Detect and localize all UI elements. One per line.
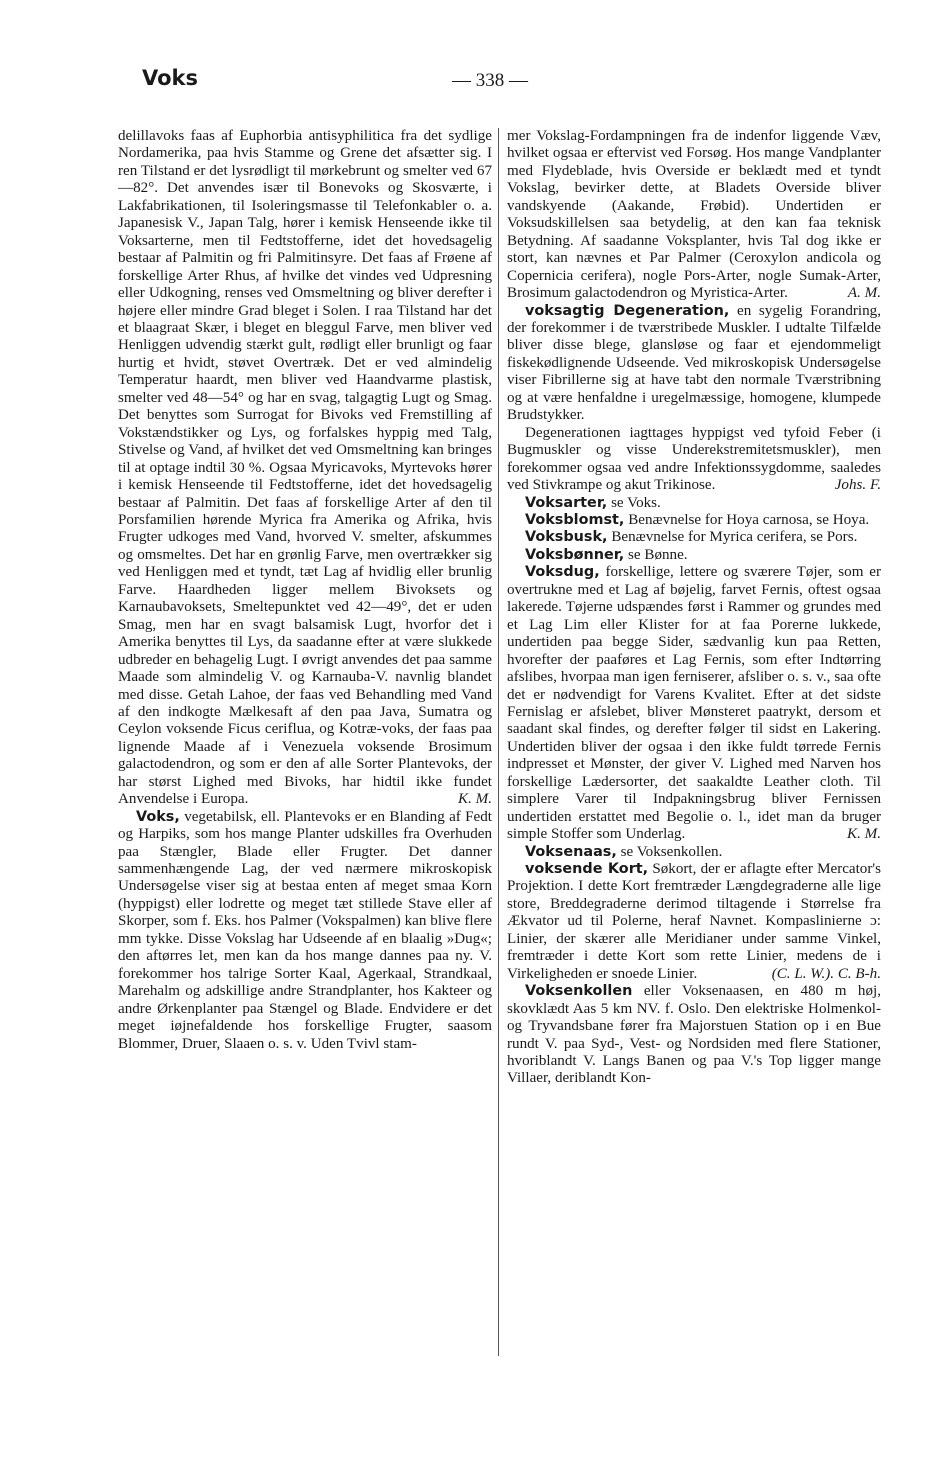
paragraph-delillavoks: delillavoks faas af Euphorbia antisyphilitica fra det sydlige Nordamerika, paa hvis Stamme og Grene det afsætter sig. I ren Tilstand er det lysrødligt til mørkebrunt og smelter ved 67—82°. Det anvendes især til Bonevoks og Skosværte, i Lakfabrikationen, til Isoleringsmasse til Telefonkabler o. a. Japanesisk V., Japan Talg, hører i kemisk Henseende ikke til Voksarterne, men til Fedtstofferne, idet det hovedsagelig bestaar af Palmitin og fri Palmitinsyre. Det faas af Frøene af forskellige Arter Rhus, af hvilke det vindes ved Udpresning eller Udkogning, renses ved Omsmeltning og bliver derefter i højere eller mindre Grad bleget i Solen. I raa Tilstand har det et blaagraat Skær, i bleget en bleggul Farve, men bliver ved Henliggen udvendig stærkt gult, rødligt eller brunligt og faar hurtig et hvidt, støvet Overtræk. Det er ved almindelig Temperatur haardt, men bliver ved Haandvarme plastisk, smelter ved 48—54° og har en svag, talgagtig Lugt og Smag. Det benyttes som Surrogat for Bivoks ved Fremstilling af Vokstændstikker og Lys, og forfalskes hyppig med Talg, Stivelse og Vand, af hvilket det ved Omsmeltning kan bringes til at optage indtil 30 %. Ogsaa Myricavoks, Myrtevoks hører i kemisk Henseende til Fedtstofferne, idet det hovedsagelig bestaar af Palmitin. Det faas af forskellige Arter af den til Porsfamilien hørende Myrica fra Amerika og Afrika, hvis Frugter udkoges med Vand, hvorved V. smelter, afskummes og omsmeltes. Det har en grønlig Farve, men overtrækker sig ved Henliggen med et tyndt, tæt Lag af hvidlig eller brunlig Farve. Haardheden ligger mellem Bivoksets og Karnaubavoksets, Smeltepunktet ved 42—49°, det er uden Smag, men har en svagt balsamisk Lugt, hvorfor det i Amerika benyttes til Lys, da saadanne efter at være slukkede udbreder en behagelig Lugt. I øvrigt anvendes det paa samme Maade som almindelig V. og Karnauba-V. navnlig blandet med disse. Getah Lahoe, der faas ved Behandling med Vand af den indkogte Mælkesaft af den paa Java, Sumatra og Ceylon voksende Ficus ceriflua, og Kotræ-voks, der faas paa lignende Maade af i Venezuela voksende Brosimum galactodendron, og som er den af alle Sorter Plantevoks, der har størst Lighed med Bivoks, har hidtil ikke fundet Anvendelse i Europa. K. M. [118,128,492,808]
entry-voksende-kort: voksende Kort, Søkort, der er aflagte efter Mercator's Projektion. I dette Kort fremtræder Længdegraderne alle lige store, Breddegraderne derimod tiltagende i Størrelse fra Ækvator ud til Polerne, heraf Navnet. Kompaslinierne ɔ: Linier, der skærer alle Meridianer under samme Vinkel, fremtræder i dette Kort som rette Linier, medens de i Virkeligheden er snoede Linier. (C. L. W.). C. B-h. [507,861,881,982]
headword: Voks, [136,808,180,825]
entry-voksbonner: Voksbønner, se Bønne. [525,546,688,563]
entry-voksagtig-degeneration: voksagtig Degeneration, en sygelig Forandring, der forekommer i de tværstribede Muskler. I udtalte Tilfælde bliver disse blege, glansløse og faar et ejendommeligt fiskekødlignende Udseende. Ved mikroskopisk Undersøgelse viser Fibrillerne sig at have tabt den normale Tværstribning og at være henfaldne i uregelmæssige, homogene, klumpede Brudstykker. [507,302,881,424]
author-signature: (C. L. W.). C. B-h. [771,965,881,982]
paragraph-degeneration-2: Degenerationen iagttages hyppigst ved tyfoid Feber (i Bugmuskler og visse Underekstremitetsmuskler), men forekommer ogsaa ved andre Infektionssygdomme, saaledes ved Stivkrampe og akut Trikinose. Johs. F. [507,424,881,494]
author-signature: K. M. [847,826,881,843]
headword: voksagtig Degeneration, [525,302,730,319]
column-divider [498,128,499,1356]
headword: Voksenaas, [525,843,617,860]
headword: Voksblomst, [525,511,625,528]
left-column [118,128,492,1053]
entry-voksbusk: Voksbusk, Benævnelse for Myrica cerifera, se Pors. [525,529,858,546]
headword: voksende Kort, [525,861,649,878]
page-number: — 338 — [452,70,528,91]
entry-voksenkollen: Voksenkollen eller Voksenaasen, en 480 m høj, skovklædt Aas 5 km NV. f. Oslo. Den elektriske Holmenkol- og Tryvandsbane fører fra Majorstuen Station op i en Bue rundt V. paa Syd-, Vest- og Nordsiden med flere Stationer, hvoriblandt V. Langs Banen og paa V.'s Top ligger mange Villaer, deriblandt Kon- [507,983,881,1087]
author-signature: A. M. [847,285,881,302]
author-signature: Johs. F. [834,477,881,494]
headword: Voksdug, [525,564,600,581]
page-header [142,66,882,106]
right-column [507,128,881,1088]
author-signature: K. M. [458,791,492,808]
headword: Voksarter, [525,494,608,511]
entry-voksblomst: Voksblomst, Benævnelse for Hoya carnosa, se Hoya. [525,511,870,528]
entry-voksarter: Voksarter, se Voks. [525,494,661,511]
entry-voksdug: Voksdug, forskellige, lettere og sværere Tøjer, som er overtrukne med et Lag af bøjelig, farvet Fernis, oftest ogsaa lakerede. Tøjerne udspændes først i Rammer og grundes med et Lag Lim eller Klister for at faa Porerne lukkede, undertiden paa begge Sider, sædvanlig kun paa Retten, hvorefter der paaføres et Lag Fernis, som efter Indtørring afslibes, hvorpaa man igen ferniserer, afsliber o. s. v., saa ofte det er nødvendigt for Varens Kvalitet. Efter at det sidste Fernislag er afslebet, bliver Mønsteret paatrykt, dersom et saadant skal findes, og derefter følger til sidst en Lakering. Undertiden bliver der ogsaa i den ikke fuldt tørrede Fernis indpresset et Mønster, der giver V. Lighed med Narven hos forskellige Lædersorter, det saakaldte Leather cloth. Til simplere Varer til Indpakningsbrug bliver Fernissen undertiden erstattet med Begolie o. l., idet man da bruger simple Stoffer som Underlag. K. M. [507,564,881,843]
paragraph-continuation: mer Vokslag-Fordampningen fra de indenfor liggende Væv, hvilket ogsaa er eftervist ved Forsøg. Hos mange Vandplanter med Flydeblade, hvis Overside er beklædt med et tyndt Vokslag, bevirker dette, at Bladets Overside bliver vandskyende (Aakande, Frøbid). Undertiden er Voksudskillelsen saa betydelig, at den kan faa teknisk Betydning. Af saadanne Voksplanter, hvis Tal dog ikke er stort, kan nævnes et Par Palmer (Ceroxylon andicola og Copernicia cerifera), nogle Pors-Arter, nogle Sumak-Arter, Brosimum galactodendron og Myristica-Arter. A. M. [507,128,881,302]
headword: Voksbusk, [525,529,608,546]
running-head-word: Voks [142,66,198,90]
headword: Voksbønner, [525,546,625,563]
headword: Voksenkollen [525,983,633,1000]
entry-voks: Voks, vegetabilsk, ell. Plantevoks er en Blanding af Fedt og Harpiks, som hos mange Planter udskilles fra Overhuden paa Stængler, Blade eller Frugter. Det danner sammenhængende Lag, der ved nærmere mikroskopisk Undersøgelse viser sig at bestaa enten af meget smaa Korn (hyppigst) eller lodrette og meget tæt stillede Stave eller af Skorper, som f. Eks. hos Palmer (Vokspalmen) kan blive flere mm tykke. Disse Vokslag har Udseende af en blaalig »Dug«; den aftørres let, men kan da hos mange dannes paa ny. V. forekommer hos talrige Sorter Kaal, Agerkaal, Strandkaal, Marehalm og adskillige andre Strandplanter, hos Kakteer og andre Ørkenplanter paa Stængel og Blade. Endvidere er det meget iøjnefaldende hos forskellige Frugter, saasom Blommer, Druer, Slaaen o. s. v. Uden Tvivl stam- [118,808,492,1052]
entry-voksenaas: Voksenaas, se Voksenkollen. [525,843,723,860]
